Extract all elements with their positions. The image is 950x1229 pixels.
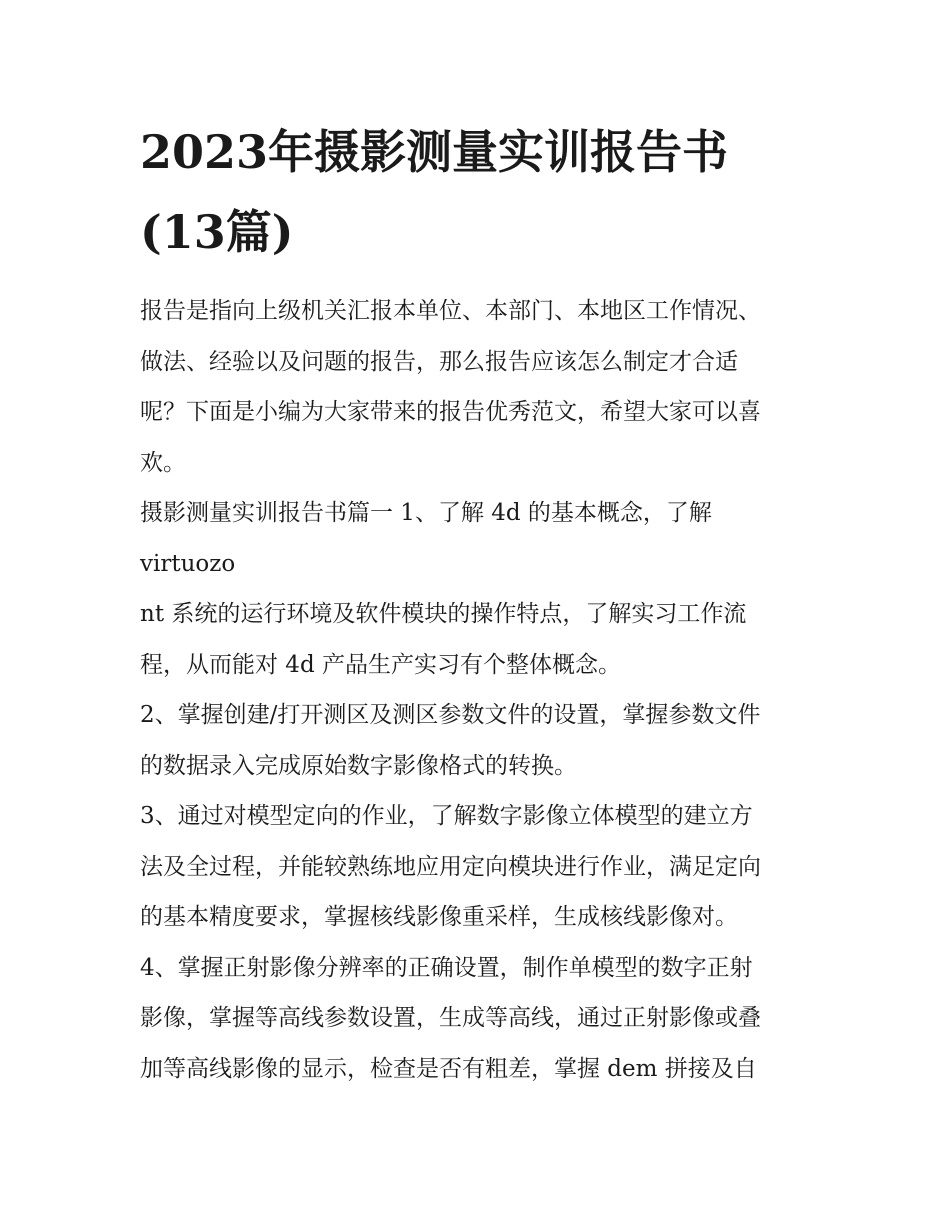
body-line: 的数据录入完成原始数字影像格式的转换。 bbox=[140, 752, 577, 779]
body-line: 做法、经验以及问题的报告，那么报告应该怎么制定才合适 bbox=[140, 348, 738, 375]
body-line: virtuozo bbox=[140, 550, 236, 577]
document-body bbox=[140, 286, 820, 1094]
document-content bbox=[140, 112, 820, 1094]
title-line: (13篇) bbox=[140, 205, 294, 259]
body-line: 的基本精度要求，掌握核线影像重采样，生成核线影像对。 bbox=[140, 904, 738, 930]
body-line: 影像，掌握等高线参数设置，生成等高线，通过正射影像或叠 bbox=[140, 1005, 761, 1031]
body-line: nt 系统的运行环境及软件模块的操作特点，了解实习工作流 bbox=[140, 601, 747, 627]
title-line: 2023年摄影测量实训报告书 bbox=[140, 125, 729, 179]
document-title bbox=[140, 112, 820, 272]
body-line: 报告是指向上级机关汇报本单位、本部门、本地区工作情况、 bbox=[140, 298, 761, 324]
body-line: 呢？下面是小编为大家带来的报告优秀范文，希望大家可以喜 bbox=[140, 399, 761, 425]
body-line: 3、通过对模型定向的作业，了解数字影像立体模型的建立方 bbox=[140, 803, 753, 829]
body-line: 欢。 bbox=[140, 449, 186, 476]
body-line: 摄影测量实训报告书篇一 1、了解 4d 的基本概念，了解 bbox=[140, 500, 712, 526]
body-line: 加等高线影像的显示，检查是否有粗差，掌握 dem 拼接及自 bbox=[140, 1055, 757, 1082]
body-line: 程，从而能对 4d 产品生产实习有个整体概念。 bbox=[140, 651, 621, 678]
body-line: 法及全过程，并能较熟练地应用定向模块进行作业，满足定向 bbox=[140, 853, 761, 880]
body-line: 4、掌握正射影像分辨率的正确设置，制作单模型的数字正射 bbox=[140, 954, 753, 981]
body-line: 2、掌握创建/打开测区及测区参数文件的设置，掌握参数文件 bbox=[140, 702, 761, 728]
